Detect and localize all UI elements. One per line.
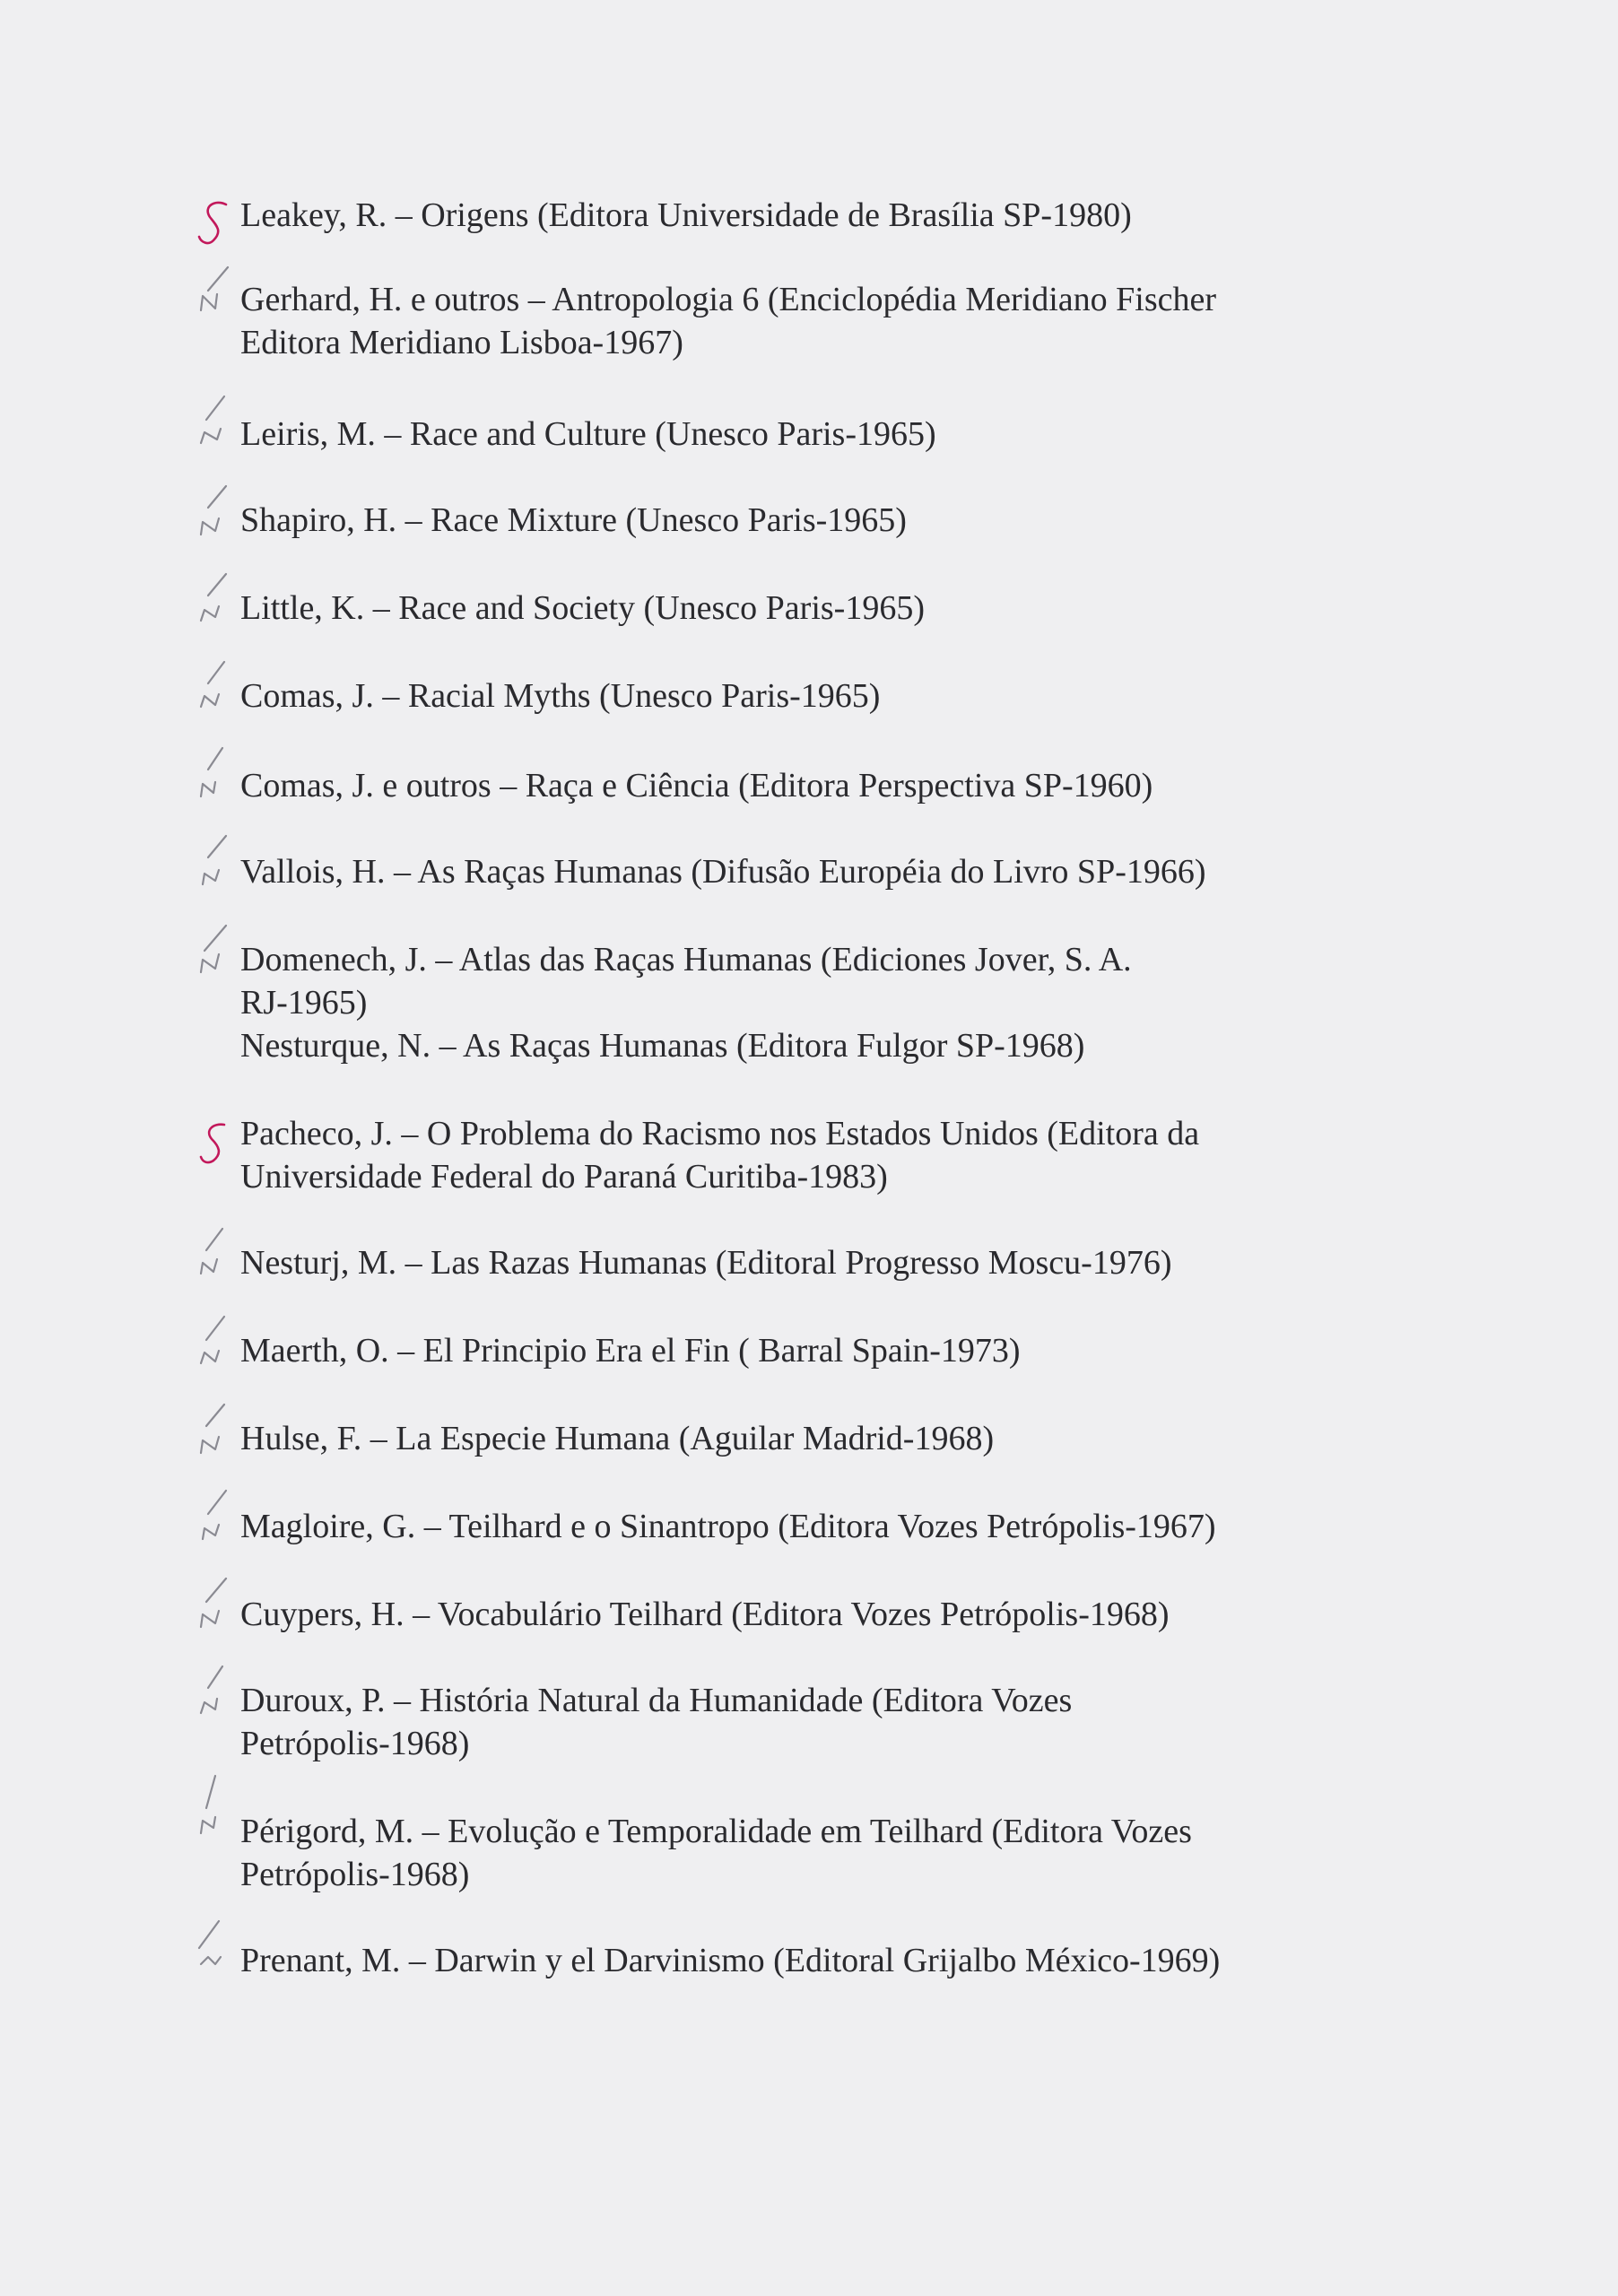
bibliography-entry: [240, 1112, 1388, 1198]
entry-line: Périgord, M. – Evolução e Temporalidade em Teilhard (Editora Vozes: [240, 1813, 1192, 1850]
bibliography-entry: [240, 1241, 1388, 1284]
entry-line: Cuypers, H. – Vocabulário Teilhard (Editora Vozes Petrópolis-1968): [240, 1596, 1170, 1633]
entry-line: Petrópolis-1968): [240, 1725, 470, 1762]
pencil-check-mark-icon: [190, 567, 244, 630]
bibliography-entry: [240, 1505, 1388, 1548]
entry-line: Editora Meridiano Lisboa-1967): [240, 324, 683, 361]
entry-line: Little, K. – Race and Society (Unesco Paris-1965): [240, 589, 925, 627]
pencil-check-mark-icon: [190, 1483, 244, 1546]
entry-line: Leiris, M. – Race and Culture (Unesco Paris-1965): [240, 415, 936, 453]
bibliography-entry: [240, 938, 1388, 1067]
entry-line: Comas, J. – Racial Myths (Unesco Paris-1965): [240, 677, 881, 715]
pencil-check-mark-icon: [190, 1397, 244, 1460]
red-s-mark-icon: [190, 196, 244, 258]
entry-line: Leakey, R. – Origens (Editora Universidade de Brasília SP-1980): [240, 196, 1132, 234]
bibliography-entry: [240, 1593, 1388, 1636]
pencil-check-mark-icon: [190, 655, 244, 718]
entry-line: Pacheco, J. – O Problema do Racismo nos Estados Unidos (Editora da: [240, 1115, 1200, 1152]
entry-line: Petrópolis-1968): [240, 1856, 470, 1893]
entry-line: Universidade Federal do Paraná Curitiba-1983): [240, 1158, 888, 1196]
entry-line: Duroux, P. – História Natural da Humanidade (Editora Vozes: [240, 1682, 1073, 1719]
entry-line: Domenech, J. – Atlas das Raças Humanas (Ediciones Jover, S. A.: [240, 941, 1132, 978]
pencil-check-mark-icon: [190, 1309, 244, 1372]
bibliography-entry: [240, 1679, 1388, 1765]
entry-line: Magloire, G. – Teilhard e o Sinantropo (Editora Vozes Petrópolis-1967): [240, 1508, 1216, 1545]
bibliography-entry: [240, 1810, 1388, 1896]
bibliography-entry: [240, 674, 1388, 718]
pencil-check-mark-icon: [188, 1772, 242, 1835]
bibliography-entry: [240, 764, 1388, 807]
entry-line: Hulse, F. – La Especie Humana (Aguilar Madrid-1968): [240, 1420, 995, 1457]
bibliography-entry: [240, 1329, 1388, 1372]
entry-line: Vallois, H. – As Raças Humanas (Difusão Européia do Livro SP-1966): [240, 853, 1206, 891]
entry-line: Nesturque, N. – As Raças Humanas (Editora Fulgor SP-1968): [240, 1027, 1085, 1065]
entry-line: Prenant, M. – Darwin y el Darvinismo (Editoral Grijalbo México-1969): [240, 1942, 1221, 1979]
entry-line: Shapiro, H. – Race Mixture (Unesco Paris-1965): [240, 501, 907, 539]
pencil-check-mark-icon: [190, 741, 244, 804]
pencil-check-mark-icon: [190, 829, 244, 891]
pencil-check-mark-icon: [190, 479, 244, 542]
pencil-check-mark-icon: [190, 918, 244, 981]
pencil-check-mark-icon: [190, 1222, 244, 1284]
entry-line: Gerhard, H. e outros – Antropologia 6 (Enciclopédia Meridiano Fischer: [240, 281, 1216, 318]
pencil-check-mark-icon: [190, 1659, 244, 1722]
entry-line: Maerth, O. – El Principio Era el Fin ( Barral Spain-1973): [240, 1332, 1021, 1370]
bibliography-entry: [240, 278, 1388, 364]
bibliography-entry: [240, 499, 1388, 542]
bibliography-entry: [240, 1939, 1388, 1982]
bibliography-entry: [240, 194, 1388, 237]
bibliography-entry: [240, 413, 1388, 456]
bibliography-entry: [240, 850, 1388, 893]
pencil-check-mark-icon: [190, 1571, 244, 1634]
pencil-check-mark-icon: [188, 260, 242, 323]
entry-line: Nesturj, M. – Las Razas Humanas (Editoral Progresso Moscu-1976): [240, 1244, 1172, 1282]
pencil-check-mark-icon: [190, 389, 244, 452]
bibliography-entry: [240, 587, 1388, 630]
bibliography-entry: [240, 1417, 1388, 1460]
entry-line: RJ-1965): [240, 984, 368, 1022]
pencil-check-mark-icon: [188, 1918, 242, 1980]
entry-line: Comas, J. e outros – Raça e Ciência (Editora Perspectiva SP-1960): [240, 767, 1153, 804]
red-s-mark-icon: [192, 1118, 246, 1180]
